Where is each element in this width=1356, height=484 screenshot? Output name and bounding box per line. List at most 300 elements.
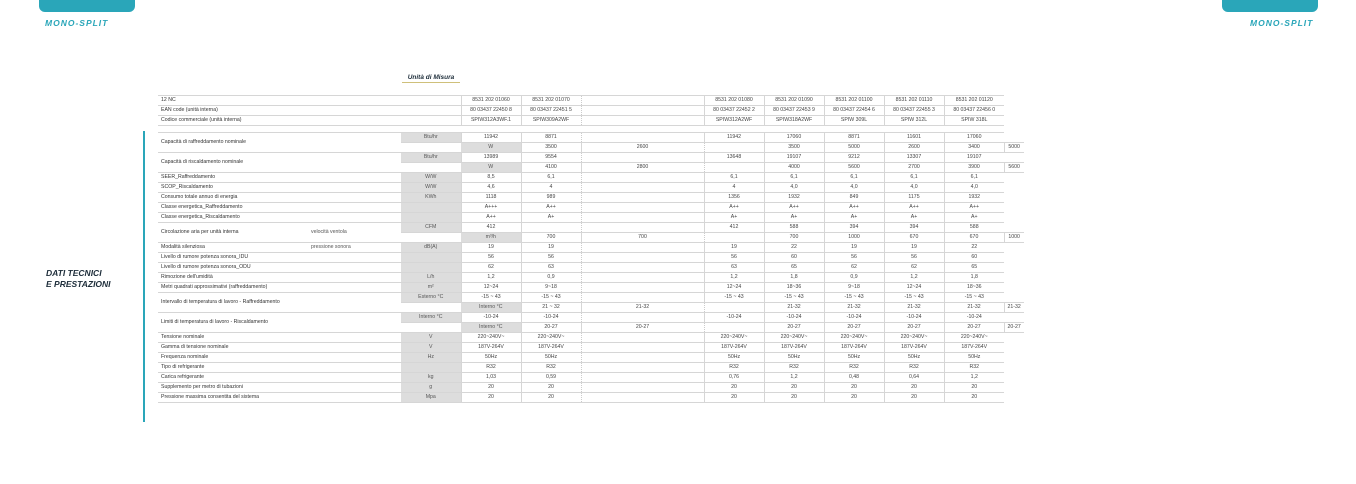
spec-cell: 50Hz — [521, 353, 581, 363]
spec-cell: A+ — [884, 213, 944, 223]
spec-sub-label — [308, 273, 401, 283]
spec-label: Pressione massima consentita del sistema — [158, 393, 308, 403]
spec-unit: Mpa — [401, 393, 461, 403]
spec-cell: 2700 — [884, 163, 944, 173]
spec-cell: 21-32 — [944, 303, 1004, 313]
column-gap — [581, 96, 704, 106]
spec-cell: 56 — [824, 253, 884, 263]
spec-cell: 6,1 — [521, 173, 581, 183]
spec-cell: -15 ~ 43 — [461, 293, 521, 303]
spec-cell: 9~18 — [824, 283, 884, 293]
id-row — [158, 106, 1004, 116]
spec-cell: 56 — [521, 253, 581, 263]
spec-sub-label — [308, 263, 401, 273]
spec-cell: 2600 — [581, 143, 704, 153]
spec-cell: 56 — [704, 253, 764, 263]
column-gap — [581, 353, 704, 363]
spec-label: Frequenza nominale — [158, 353, 308, 363]
spec-cell: 989 — [521, 193, 581, 203]
id-cell: 8531 202 01090 — [764, 96, 824, 106]
spec-cell: -10-24 — [764, 313, 824, 323]
section-accent-bar — [143, 131, 145, 422]
id-cell: SPIW312A2WF — [704, 116, 764, 126]
spec-label: Metri quadrati approssimativi (raffreddamento) — [158, 283, 308, 293]
id-cell: 8531 202 01110 — [884, 96, 944, 106]
spec-cell: 18~36 — [764, 283, 824, 293]
spec-cell: R32 — [521, 363, 581, 373]
spec-cell: 2600 — [884, 143, 944, 153]
spec-cell: 20 — [764, 383, 824, 393]
spec-cell: 20 — [884, 383, 944, 393]
spec-unit: m³/h — [461, 233, 521, 243]
spec-row — [158, 283, 1024, 293]
spec-row — [158, 203, 1024, 213]
spec-unit: V — [401, 333, 461, 343]
id-row-label: EAN code (unità interna) — [158, 106, 461, 116]
spec-cell: 4,0 — [944, 183, 1004, 193]
spec-cell: 20 — [824, 383, 884, 393]
spec-unit: dB(A) — [401, 243, 461, 253]
spec-cell: -15 ~ 43 — [704, 293, 764, 303]
spec-sub-label — [308, 293, 401, 313]
spec-cell: 220~240V~ — [764, 333, 824, 343]
spec-cell: -10-24 — [704, 313, 764, 323]
spec-cell: 849 — [824, 193, 884, 203]
spec-cell — [521, 223, 581, 233]
spec-label: Classe energetica_Raffreddamento — [158, 203, 308, 213]
spec-sub-label — [308, 153, 401, 173]
spec-cell: 187V-264V — [461, 343, 521, 353]
spec-cell: 1118 — [461, 193, 521, 203]
column-gap — [581, 213, 704, 223]
column-gap — [581, 183, 704, 193]
spec-cell: 1,2 — [764, 373, 824, 383]
spec-unit — [401, 213, 461, 223]
spec-cell: 65 — [944, 263, 1004, 273]
spec-label: Supplemento per metro di tubazioni — [158, 383, 308, 393]
column-gap — [581, 133, 704, 143]
id-row — [158, 116, 1004, 126]
spec-unit: Esterno °C — [401, 293, 461, 303]
spec-row — [158, 363, 1024, 373]
spec-unit: m² — [401, 283, 461, 293]
spec-cell: 18~36 — [944, 283, 1004, 293]
spec-unit — [401, 363, 461, 373]
id-cell: SPIW318A2WF — [764, 116, 824, 126]
id-cell: 8531 202 01060 — [461, 96, 521, 106]
spec-cell: 20 — [704, 383, 764, 393]
spec-cell: 19107 — [764, 153, 824, 163]
spec-sub-label — [308, 363, 401, 373]
spec-cell: 412 — [704, 223, 764, 233]
spec-cell: 1175 — [884, 193, 944, 203]
spec-unit: Btu/hr — [401, 133, 461, 143]
spec-unit: CFM — [401, 223, 461, 233]
spec-cell: 12~24 — [884, 283, 944, 293]
spec-cell: -15 ~ 43 — [884, 293, 944, 303]
spec-cell: R32 — [824, 363, 884, 373]
spec-label — [401, 303, 461, 313]
spec-label: Rimozione dell'umidità — [158, 273, 308, 283]
spec-cell: 13989 — [461, 153, 521, 163]
column-gap — [581, 313, 704, 323]
spec-label: Capacità di raffreddamento nominale — [158, 133, 308, 153]
spec-sub-label — [308, 133, 401, 153]
column-gap — [581, 383, 704, 393]
spec-sub-label — [308, 383, 401, 393]
spec-sub-label — [308, 353, 401, 363]
spec-sub-label — [308, 283, 401, 293]
spec-label — [401, 143, 461, 153]
spec-cell: 21-32 — [1004, 303, 1024, 313]
spec-row — [158, 153, 1024, 163]
section-title-line-2: E PRESTAZIONI — [46, 279, 111, 289]
spec-cell: 5000 — [1004, 143, 1024, 153]
section-title-line-1: DATI TECNICI — [46, 268, 102, 278]
spec-cell: 20-27 — [1004, 323, 1024, 333]
spec-cell: 2800 — [581, 163, 704, 173]
spec-cell: 4,0 — [824, 183, 884, 193]
spec-cell: 670 — [944, 233, 1004, 243]
spec-cell: 4,6 — [461, 183, 521, 193]
spec-cell: 19 — [704, 243, 764, 253]
spec-cell: 187V-264V — [764, 343, 824, 353]
spec-cell: 4100 — [521, 163, 581, 173]
spec-label — [401, 233, 461, 243]
spec-cell: 588 — [764, 223, 824, 233]
id-cell: 80 03437 22456 0 — [944, 106, 1004, 116]
spec-cell: 0,48 — [824, 373, 884, 383]
spec-cell: 9554 — [521, 153, 581, 163]
spec-sub-label — [308, 373, 401, 383]
spec-cell: 700 — [521, 233, 581, 243]
column-gap — [581, 393, 704, 403]
spec-cell: 21 ~ 32 — [521, 303, 581, 313]
spec-cell: 0,59 — [521, 373, 581, 383]
spec-cell: R32 — [764, 363, 824, 373]
spec-cell: -10-24 — [884, 313, 944, 323]
spec-cell: 3900 — [944, 163, 1004, 173]
id-cell: SPIW 312L — [884, 116, 944, 126]
spec-cell: 20 — [521, 393, 581, 403]
spec-cell: A++ — [461, 213, 521, 223]
spec-cell: 1,03 — [461, 373, 521, 383]
spec-unit: V — [401, 343, 461, 353]
column-gap — [581, 263, 704, 273]
spec-unit: Interno °C — [461, 303, 521, 313]
id-cell: 8531 202 01070 — [521, 96, 581, 106]
id-row-label: 12 NC — [158, 96, 461, 106]
spec-cell: 50Hz — [704, 353, 764, 363]
spec-cell: A+ — [944, 213, 1004, 223]
column-gap — [581, 293, 704, 303]
column-gap — [581, 373, 704, 383]
spec-cell: 50Hz — [764, 353, 824, 363]
spec-label: Classe energetica_Riscaldamento — [158, 213, 308, 223]
spec-sub-label — [308, 313, 401, 333]
spec-cell: 50Hz — [824, 353, 884, 363]
column-gap — [581, 333, 704, 343]
spec-label — [401, 163, 461, 173]
spec-cell: A+ — [824, 213, 884, 223]
spec-cell: 0,64 — [884, 373, 944, 383]
spec-cell: 700 — [581, 233, 704, 243]
spec-cell: 20-27 — [764, 323, 824, 333]
spec-cell: 62 — [461, 263, 521, 273]
spec-cell: 394 — [884, 223, 944, 233]
spec-unit: L/h — [401, 273, 461, 283]
spec-unit: Btu/hr — [401, 153, 461, 163]
spec-cell: A+++ — [461, 203, 521, 213]
spec-unit: kg — [401, 373, 461, 383]
spec-unit: Hz — [401, 353, 461, 363]
spec-cell: 0,9 — [824, 273, 884, 283]
spec-cell: 20 — [461, 393, 521, 403]
spec-unit: W — [461, 163, 521, 173]
spec-label: Limiti di temperatura di lavoro - Riscaldamento — [158, 313, 308, 333]
spec-cell: 56 — [461, 253, 521, 263]
id-cell: 8531 202 01080 — [704, 96, 764, 106]
spec-cell: 220~240V~ — [704, 333, 764, 343]
spec-unit: W — [461, 143, 521, 153]
spec-cell: 13648 — [704, 153, 764, 163]
spec-cell: 6,1 — [884, 173, 944, 183]
spec-row — [158, 183, 1024, 193]
spec-cell: R32 — [704, 363, 764, 373]
spec-cell: -15 ~ 43 — [824, 293, 884, 303]
spec-cell: 187V-264V — [704, 343, 764, 353]
spec-cell: 4 — [521, 183, 581, 193]
spec-cell: 13307 — [884, 153, 944, 163]
spec-sub-label — [308, 173, 401, 183]
spec-cell: 3500 — [521, 143, 581, 153]
id-cell: 80 03437 22455 3 — [884, 106, 944, 116]
spec-cell: 6,1 — [764, 173, 824, 183]
spec-row — [158, 293, 1024, 303]
spec-cell: 412 — [461, 223, 521, 233]
spec-cell: 12~24 — [704, 283, 764, 293]
spec-cell: A++ — [764, 203, 824, 213]
spec-cell: A++ — [884, 203, 944, 213]
id-cell: 80 03437 22453 9 — [764, 106, 824, 116]
spec-cell: -10-24 — [461, 313, 521, 323]
spec-cell: A++ — [944, 203, 1004, 213]
spec-cell: 21-32 — [824, 303, 884, 313]
spec-cell: 56 — [884, 253, 944, 263]
product-id-table — [158, 95, 1004, 126]
spec-row — [158, 343, 1024, 353]
spec-cell: 1,2 — [704, 273, 764, 283]
column-gap — [581, 203, 704, 213]
spec-cell: 1,8 — [944, 273, 1004, 283]
spec-cell: 1,8 — [764, 273, 824, 283]
spec-row — [158, 383, 1024, 393]
spec-cell: 62 — [824, 263, 884, 273]
spec-cell: 1,2 — [884, 273, 944, 283]
spec-cell: 6,1 — [704, 173, 764, 183]
spec-cell: 63 — [521, 263, 581, 273]
spec-sub-label — [308, 333, 401, 343]
spec-row — [158, 243, 1024, 253]
spec-cell: 22 — [764, 243, 824, 253]
id-cell: SPIW 309L — [824, 116, 884, 126]
spec-cell: 187V-264V — [944, 343, 1004, 353]
column-gap — [581, 106, 704, 116]
spec-cell: 65 — [764, 263, 824, 273]
spec-cell: 220~240V~ — [824, 333, 884, 343]
spec-label: Tensione nominale — [158, 333, 308, 343]
spec-cell: 8871 — [824, 133, 884, 143]
spec-label: Livello di rumore potenza sonora_ODU — [158, 263, 308, 273]
spec-cell: 17060 — [764, 133, 824, 143]
id-row-label: Codice commerciale (unità interna) — [158, 116, 461, 126]
spec-cell: A+ — [704, 213, 764, 223]
spec-cell: 5600 — [824, 163, 884, 173]
spec-cell: 5000 — [824, 143, 884, 153]
spec-cell: R32 — [461, 363, 521, 373]
spec-cell: 20 — [944, 393, 1004, 403]
id-cell: SPIW 318L — [944, 116, 1004, 126]
column-gap — [581, 193, 704, 203]
spec-unit — [401, 203, 461, 213]
spec-cell: 21-32 — [581, 303, 704, 313]
spec-row — [158, 373, 1024, 383]
spec-row — [158, 213, 1024, 223]
spec-cell: -15 ~ 43 — [764, 293, 824, 303]
spec-cell: -15 ~ 43 — [944, 293, 1004, 303]
spec-cell: 220~240V~ — [521, 333, 581, 343]
id-cell: SPIW309A2WF — [521, 116, 581, 126]
spec-label: SCOP_Riscaldamento — [158, 183, 308, 193]
spec-cell: 19 — [884, 243, 944, 253]
spec-cell: 19 — [824, 243, 884, 253]
id-cell: 80 03437 22451 5 — [521, 106, 581, 116]
spec-cell: 63 — [704, 263, 764, 273]
spec-cell: 20 — [764, 393, 824, 403]
spec-row — [158, 393, 1024, 403]
spec-cell: 1000 — [824, 233, 884, 243]
spec-sub-label — [308, 183, 401, 193]
spec-cell: A+ — [521, 213, 581, 223]
spec-cell: 20 — [884, 393, 944, 403]
column-gap — [581, 153, 704, 163]
spec-cell: 20 — [944, 383, 1004, 393]
specs-table — [158, 132, 1024, 403]
column-gap — [581, 116, 704, 126]
spec-cell: 20 — [824, 393, 884, 403]
spec-cell: 62 — [884, 263, 944, 273]
column-gap — [581, 283, 704, 293]
spec-cell: 394 — [824, 223, 884, 233]
spec-cell: 20 — [461, 383, 521, 393]
spec-cell: 20 — [704, 393, 764, 403]
spec-row — [158, 173, 1024, 183]
spec-row — [158, 223, 1024, 233]
spec-cell: 12~24 — [461, 283, 521, 293]
column-gap — [581, 173, 704, 183]
spec-cell: 11942 — [461, 133, 521, 143]
column-gap — [581, 253, 704, 263]
spec-sub-label: velocità ventola — [308, 223, 401, 243]
spec-label: Capacità di riscaldamento nominale — [158, 153, 308, 173]
spec-cell: 220~240V~ — [884, 333, 944, 343]
spec-cell: 0,76 — [704, 373, 764, 383]
spec-cell: 4,0 — [764, 183, 824, 193]
spec-cell: 60 — [764, 253, 824, 263]
spec-label: Tipo di refrigerante — [158, 363, 308, 373]
spec-cell: A+ — [764, 213, 824, 223]
spec-row — [158, 273, 1024, 283]
spec-unit: g — [401, 383, 461, 393]
spec-cell: 20-27 — [824, 323, 884, 333]
spec-cell: 1000 — [1004, 233, 1024, 243]
spec-cell: A++ — [824, 203, 884, 213]
id-cell: SPIW312A3WF.1 — [461, 116, 521, 126]
id-cell: 8531 202 01120 — [944, 96, 1004, 106]
header-tab-left — [39, 0, 135, 12]
spec-cell: 8871 — [521, 133, 581, 143]
spec-row — [158, 333, 1024, 343]
spec-cell: 19107 — [944, 153, 1004, 163]
spec-label: Consumo totale annuo di energia — [158, 193, 308, 203]
spec-cell: 700 — [764, 233, 824, 243]
spec-cell: 187V-264V — [521, 343, 581, 353]
spec-row — [158, 253, 1024, 263]
spec-cell: 4 — [704, 183, 764, 193]
spec-cell: 60 — [944, 253, 1004, 263]
spec-sub-label — [308, 393, 401, 403]
id-cell: 80 03437 22450 8 — [461, 106, 521, 116]
id-cell: 8531 202 01100 — [824, 96, 884, 106]
spec-cell: -15 ~ 43 — [521, 293, 581, 303]
spec-label: Intervallo di temperatura di lavoro - Raffreddamento — [158, 293, 308, 313]
brand-label-left: MONO-SPLIT — [45, 18, 109, 28]
spec-label — [401, 323, 461, 333]
spec-cell: 22 — [944, 243, 1004, 253]
spec-label: Gamma di tensione nominale — [158, 343, 308, 353]
spec-label: Circolazione aria per unità interna — [158, 223, 308, 243]
spec-cell: 1356 — [704, 193, 764, 203]
column-gap — [704, 323, 764, 333]
spec-unit: W/W — [401, 173, 461, 183]
spec-cell: 17060 — [944, 133, 1004, 143]
spec-cell: 6,1 — [824, 173, 884, 183]
spec-label: SEER_Raffreddamento — [158, 173, 308, 183]
column-gap — [581, 223, 704, 233]
spec-cell: 1932 — [764, 193, 824, 203]
spec-cell: 4,0 — [884, 183, 944, 193]
spec-unit: KWh — [401, 193, 461, 203]
spec-sub-label — [308, 203, 401, 213]
spec-label: Modalità silenziosa — [158, 243, 308, 253]
spec-unit: W/W — [401, 183, 461, 193]
spec-cell: 20-27 — [581, 323, 704, 333]
header-tab-right — [1222, 0, 1318, 12]
spec-cell: R32 — [944, 363, 1004, 373]
column-gap — [704, 303, 764, 313]
spec-row — [158, 193, 1024, 203]
spec-cell: -10-24 — [521, 313, 581, 323]
spec-cell: 187V-264V — [884, 343, 944, 353]
section-title — [46, 268, 111, 290]
spec-sub-label: pressione sonora — [308, 243, 401, 253]
spec-cell: 6,1 — [944, 173, 1004, 183]
spec-cell: R32 — [884, 363, 944, 373]
column-gap — [704, 143, 764, 153]
spec-cell: 50Hz — [461, 353, 521, 363]
spec-label: Carica refrigerante — [158, 373, 308, 383]
spec-cell: 220~240V~ — [461, 333, 521, 343]
